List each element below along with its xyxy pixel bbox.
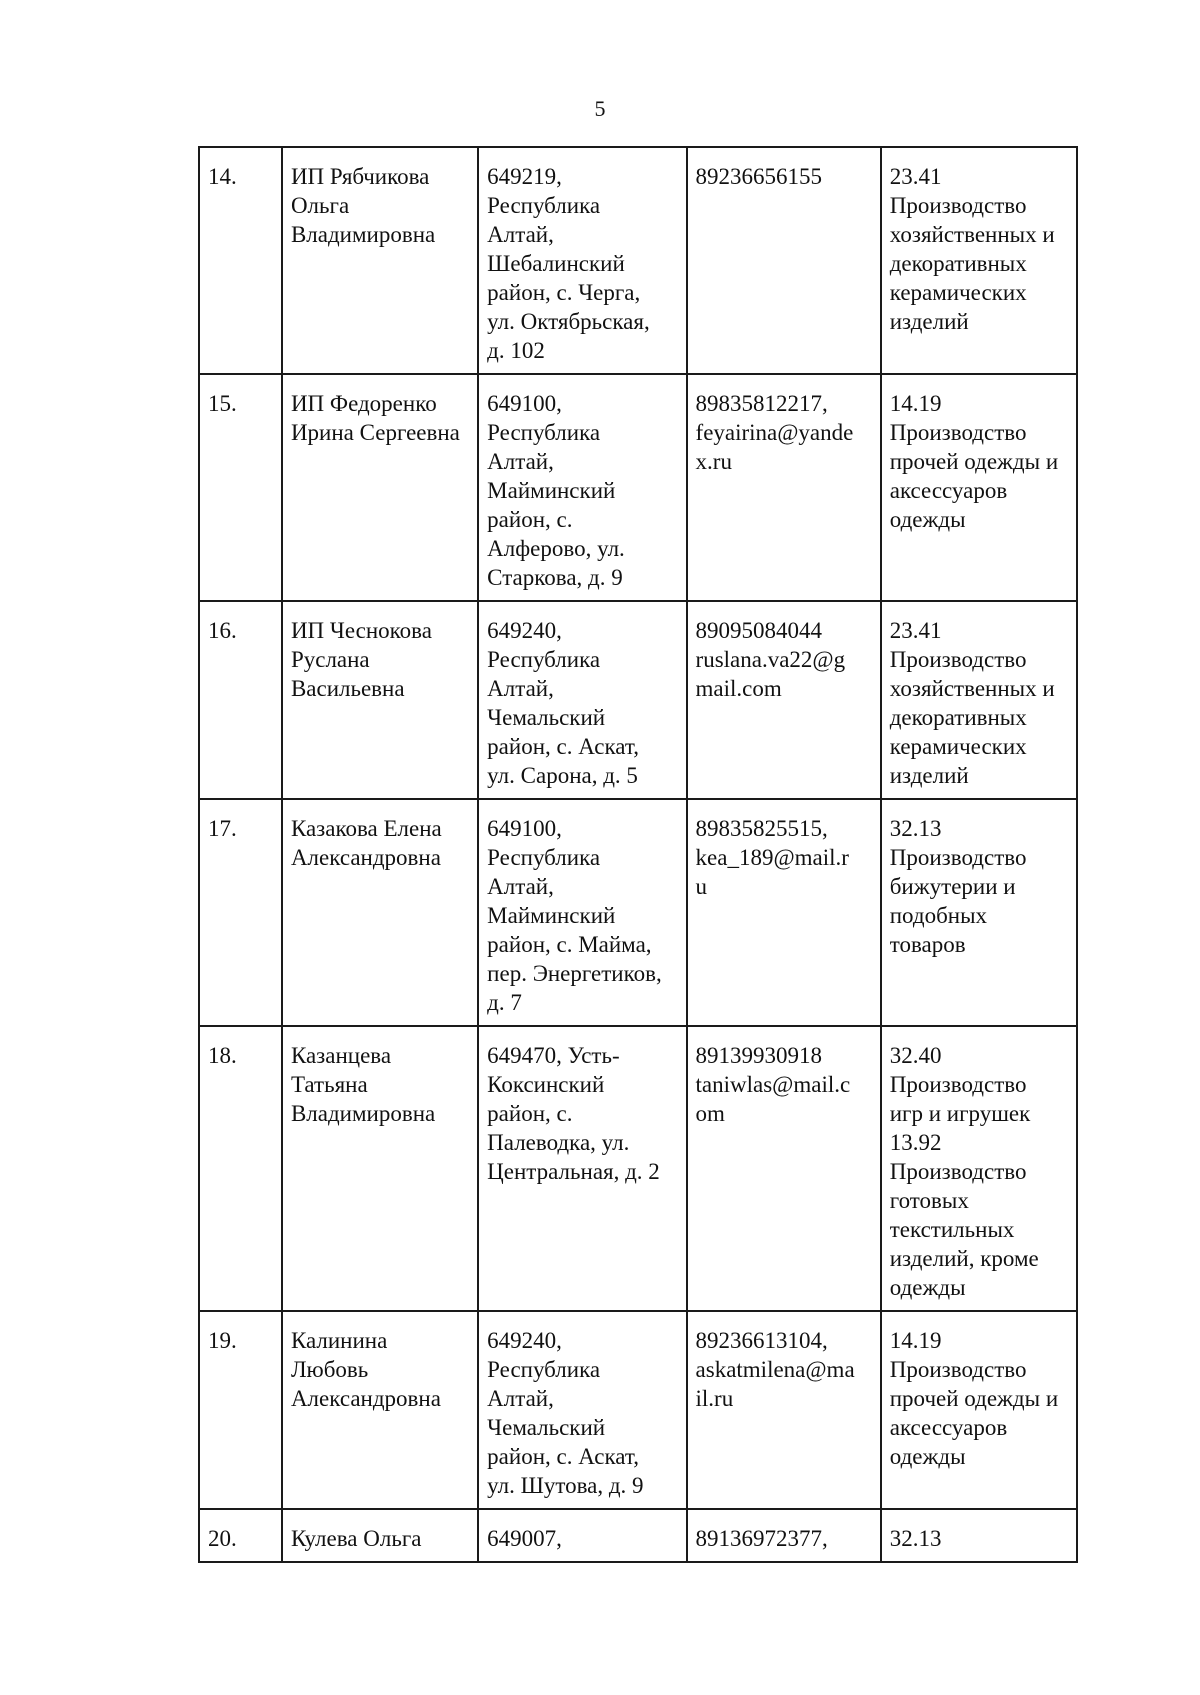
cell-text-line: район, с. Майма, [487,932,652,957]
row-number-cell: 19. [199,1311,282,1509]
cell-text-line: керамических [889,280,1027,305]
table-row [199,1026,1077,1311]
cell-text-line: feyairina@yande [695,420,854,445]
cell-text-line: Алтай, [487,449,554,474]
cell-text-line: Республика [487,1357,601,1382]
cell-text-line: район, с. Аскат, [487,1444,639,1469]
cell-text-line: Производство [889,1159,1027,1184]
contact-cell [687,601,881,799]
row-number-cell: 20. [199,1509,282,1562]
cell-text-line: подобных [889,903,988,928]
cell-text-line: x.ru [695,449,732,474]
cell-text-line: 32.13 [889,1526,942,1551]
address-cell [478,1311,686,1509]
address-cell [478,601,686,799]
cell-text-line: ул. Октябрьская, [487,309,650,334]
cell-text-line: Республика [487,420,601,445]
cell-text-line: Производство [889,1357,1027,1382]
cell-text-line: Старкова, д. 9 [487,565,623,590]
row-number-cell: 15. [199,374,282,601]
address-cell [478,1509,686,1562]
table-row [199,374,1077,601]
cell-text-line: Республика [487,193,601,218]
cell-text-line: il.ru [695,1386,734,1411]
cell-text-line: Алферово, ул. [487,536,625,561]
cell-text-line: Татьяна [290,1072,368,1097]
registry-body [199,147,1077,1562]
cell-text-line: готовых [889,1188,969,1213]
row-number-cell: 16. [199,601,282,799]
activity-code-cell [881,147,1077,374]
cell-text-line: 32.13 [889,816,942,841]
cell-text-line: одежды [889,507,966,532]
cell-text-line: ИП Рябчикова [290,164,430,189]
cell-text-line: д. 102 [487,338,545,363]
cell-text-line: игр и игрушек [889,1101,1031,1126]
cell-text-line: Владимировна [290,222,436,247]
activity-code-cell [881,799,1077,1026]
cell-text-line: 649007, [487,1526,562,1551]
cell-text-line: 649470, Усть- [487,1043,620,1068]
cell-text-line: Производство [889,420,1027,445]
cell-text-line: текстильных [889,1217,1015,1242]
activity-code-cell [881,1509,1077,1562]
cell-text-line: Владимировна [290,1101,436,1126]
cell-text-line: 649100, [487,816,562,841]
cell-text-line: Александровна [290,845,441,870]
registry-table [198,146,1078,1563]
cell-text-line: Кулева Ольга [290,1526,422,1551]
table-row [199,799,1077,1026]
contact-cell [687,1311,881,1509]
cell-text-line: ИП Федоренко [290,391,437,416]
cell-text-line: 14.19 [889,391,942,416]
entrepreneur-name-cell [282,601,478,799]
row-number-cell: 17. [199,799,282,1026]
activity-code-cell [881,601,1077,799]
cell-text-line: Майминский [487,903,616,928]
page-number: 5 [594,96,606,121]
cell-text-line: ул. Сарона, д. 5 [487,763,638,788]
contact-cell [687,1026,881,1311]
table-row [199,1311,1077,1509]
cell-text-line: Васильевна [290,676,405,701]
cell-text-line: 14.19 [889,1328,942,1353]
cell-text-line: 23.41 [889,164,942,189]
cell-text-line: Алтай, [487,222,554,247]
cell-text-line: 89136972377, [695,1526,828,1551]
cell-text-line: mail.com [695,676,782,701]
cell-text-line: Ирина Сергеевна [290,420,460,445]
cell-text-line: Алтай, [487,676,554,701]
cell-text-line: Алтай, [487,1386,554,1411]
row-number-cell: 14. [199,147,282,374]
cell-text-line: Александровна [290,1386,441,1411]
address-cell [478,147,686,374]
cell-text-line: Производство [889,193,1027,218]
cell-text-line: изделий, кроме [889,1246,1039,1271]
cell-text-line: 89236656155 [695,164,823,189]
cell-text-line: 649240, [487,1328,562,1353]
address-cell [478,1026,686,1311]
cell-text-line: Производство [889,845,1027,870]
cell-text-line: Чемальский [487,705,606,730]
cell-text-line: керамических [889,734,1027,759]
cell-text-line: 89835825515, [695,816,828,841]
cell-text-line: Руслана [290,647,370,672]
cell-text-line: Республика [487,647,601,672]
cell-text-line: д. 7 [487,990,522,1015]
cell-text-line: пер. Энергетиков, [487,961,662,986]
cell-text-line: 89236613104, [695,1328,828,1353]
cell-text-line: 649219, [487,164,562,189]
cell-text-line: прочей одежды и [889,1386,1059,1411]
cell-text-line: Производство [889,1072,1027,1097]
contact-cell [687,799,881,1026]
cell-text-line: аксессуаров [889,1415,1008,1440]
address-cell [478,799,686,1026]
cell-text-line: Республика [487,845,601,870]
cell-text-line: 89095084044 [695,618,823,643]
cell-text-line: Коксинский [487,1072,605,1097]
contact-cell [687,147,881,374]
cell-text-line: Шебалинский [487,251,625,276]
cell-text-line: изделий [889,309,969,334]
cell-text-line: Чемальский [487,1415,606,1440]
cell-text-line: u [695,874,708,899]
contact-cell [687,374,881,601]
entrepreneur-name-cell [282,1311,478,1509]
cell-text-line: бижутерии и [889,874,1016,899]
cell-text-line: изделий [889,763,969,788]
cell-text-line: 13.92 [889,1130,942,1155]
cell-text-line: декоративных [889,251,1027,276]
cell-text-line: Алтай, [487,874,554,899]
activity-code-cell [881,374,1077,601]
cell-text-line: kea_189@mail.r [695,845,849,870]
cell-text-line: om [695,1101,725,1126]
cell-text-line: прочей одежды и [889,449,1059,474]
cell-text-line: 89835812217, [695,391,828,416]
entrepreneur-name-cell [282,147,478,374]
cell-text-line: 649240, [487,618,562,643]
cell-text-line: 32.40 [889,1043,942,1068]
entrepreneur-name-cell [282,1026,478,1311]
cell-text-line: хозяйственных и [889,676,1055,701]
cell-text-line: район, с. [487,507,573,532]
table-row [199,601,1077,799]
cell-text-line: Майминский [487,478,616,503]
cell-text-line: Ольга [290,193,350,218]
cell-text-line: Калинина [290,1328,388,1353]
cell-text-line: товаров [889,932,966,957]
activity-code-cell [881,1026,1077,1311]
cell-text-line: одежды [889,1444,966,1469]
cell-text-line: ИП Чеснокова [290,618,432,643]
cell-text-line: Центральная, д. 2 [487,1159,660,1184]
cell-text-line: ruslana.va22@g [695,647,846,672]
cell-text-line: Казанцева [290,1043,392,1068]
contact-cell [687,1509,881,1562]
entrepreneur-name-cell [282,374,478,601]
cell-text-line: хозяйственных и [889,222,1055,247]
cell-text-line: Любовь [290,1357,369,1382]
cell-text-line: 23.41 [889,618,942,643]
entrepreneur-name-cell [282,1509,478,1562]
cell-text-line: район, с. Аскат, [487,734,639,759]
cell-text-line: 649100, [487,391,562,416]
cell-text-line: район, с. Черга, [487,280,641,305]
cell-text-line: район, с. [487,1101,573,1126]
cell-text-line: askatmilena@ma [695,1357,855,1382]
address-cell [478,374,686,601]
cell-text-line: Казакова Елена [290,816,442,841]
cell-text-line: 89139930918 [695,1043,823,1068]
cell-text-line: Производство [889,647,1027,672]
table-row [199,1509,1077,1562]
cell-text-line: одежды [889,1275,966,1300]
cell-text-line: Палеводка, ул. [487,1130,630,1155]
cell-text-line: ул. Шутова, д. 9 [487,1473,644,1498]
activity-code-cell [881,1311,1077,1509]
entrepreneur-name-cell [282,799,478,1026]
cell-text-line: декоративных [889,705,1027,730]
table-row [199,147,1077,374]
cell-text-line: аксессуаров [889,478,1008,503]
cell-text-line: taniwlas@mail.c [695,1072,851,1097]
row-number-cell: 18. [199,1026,282,1311]
